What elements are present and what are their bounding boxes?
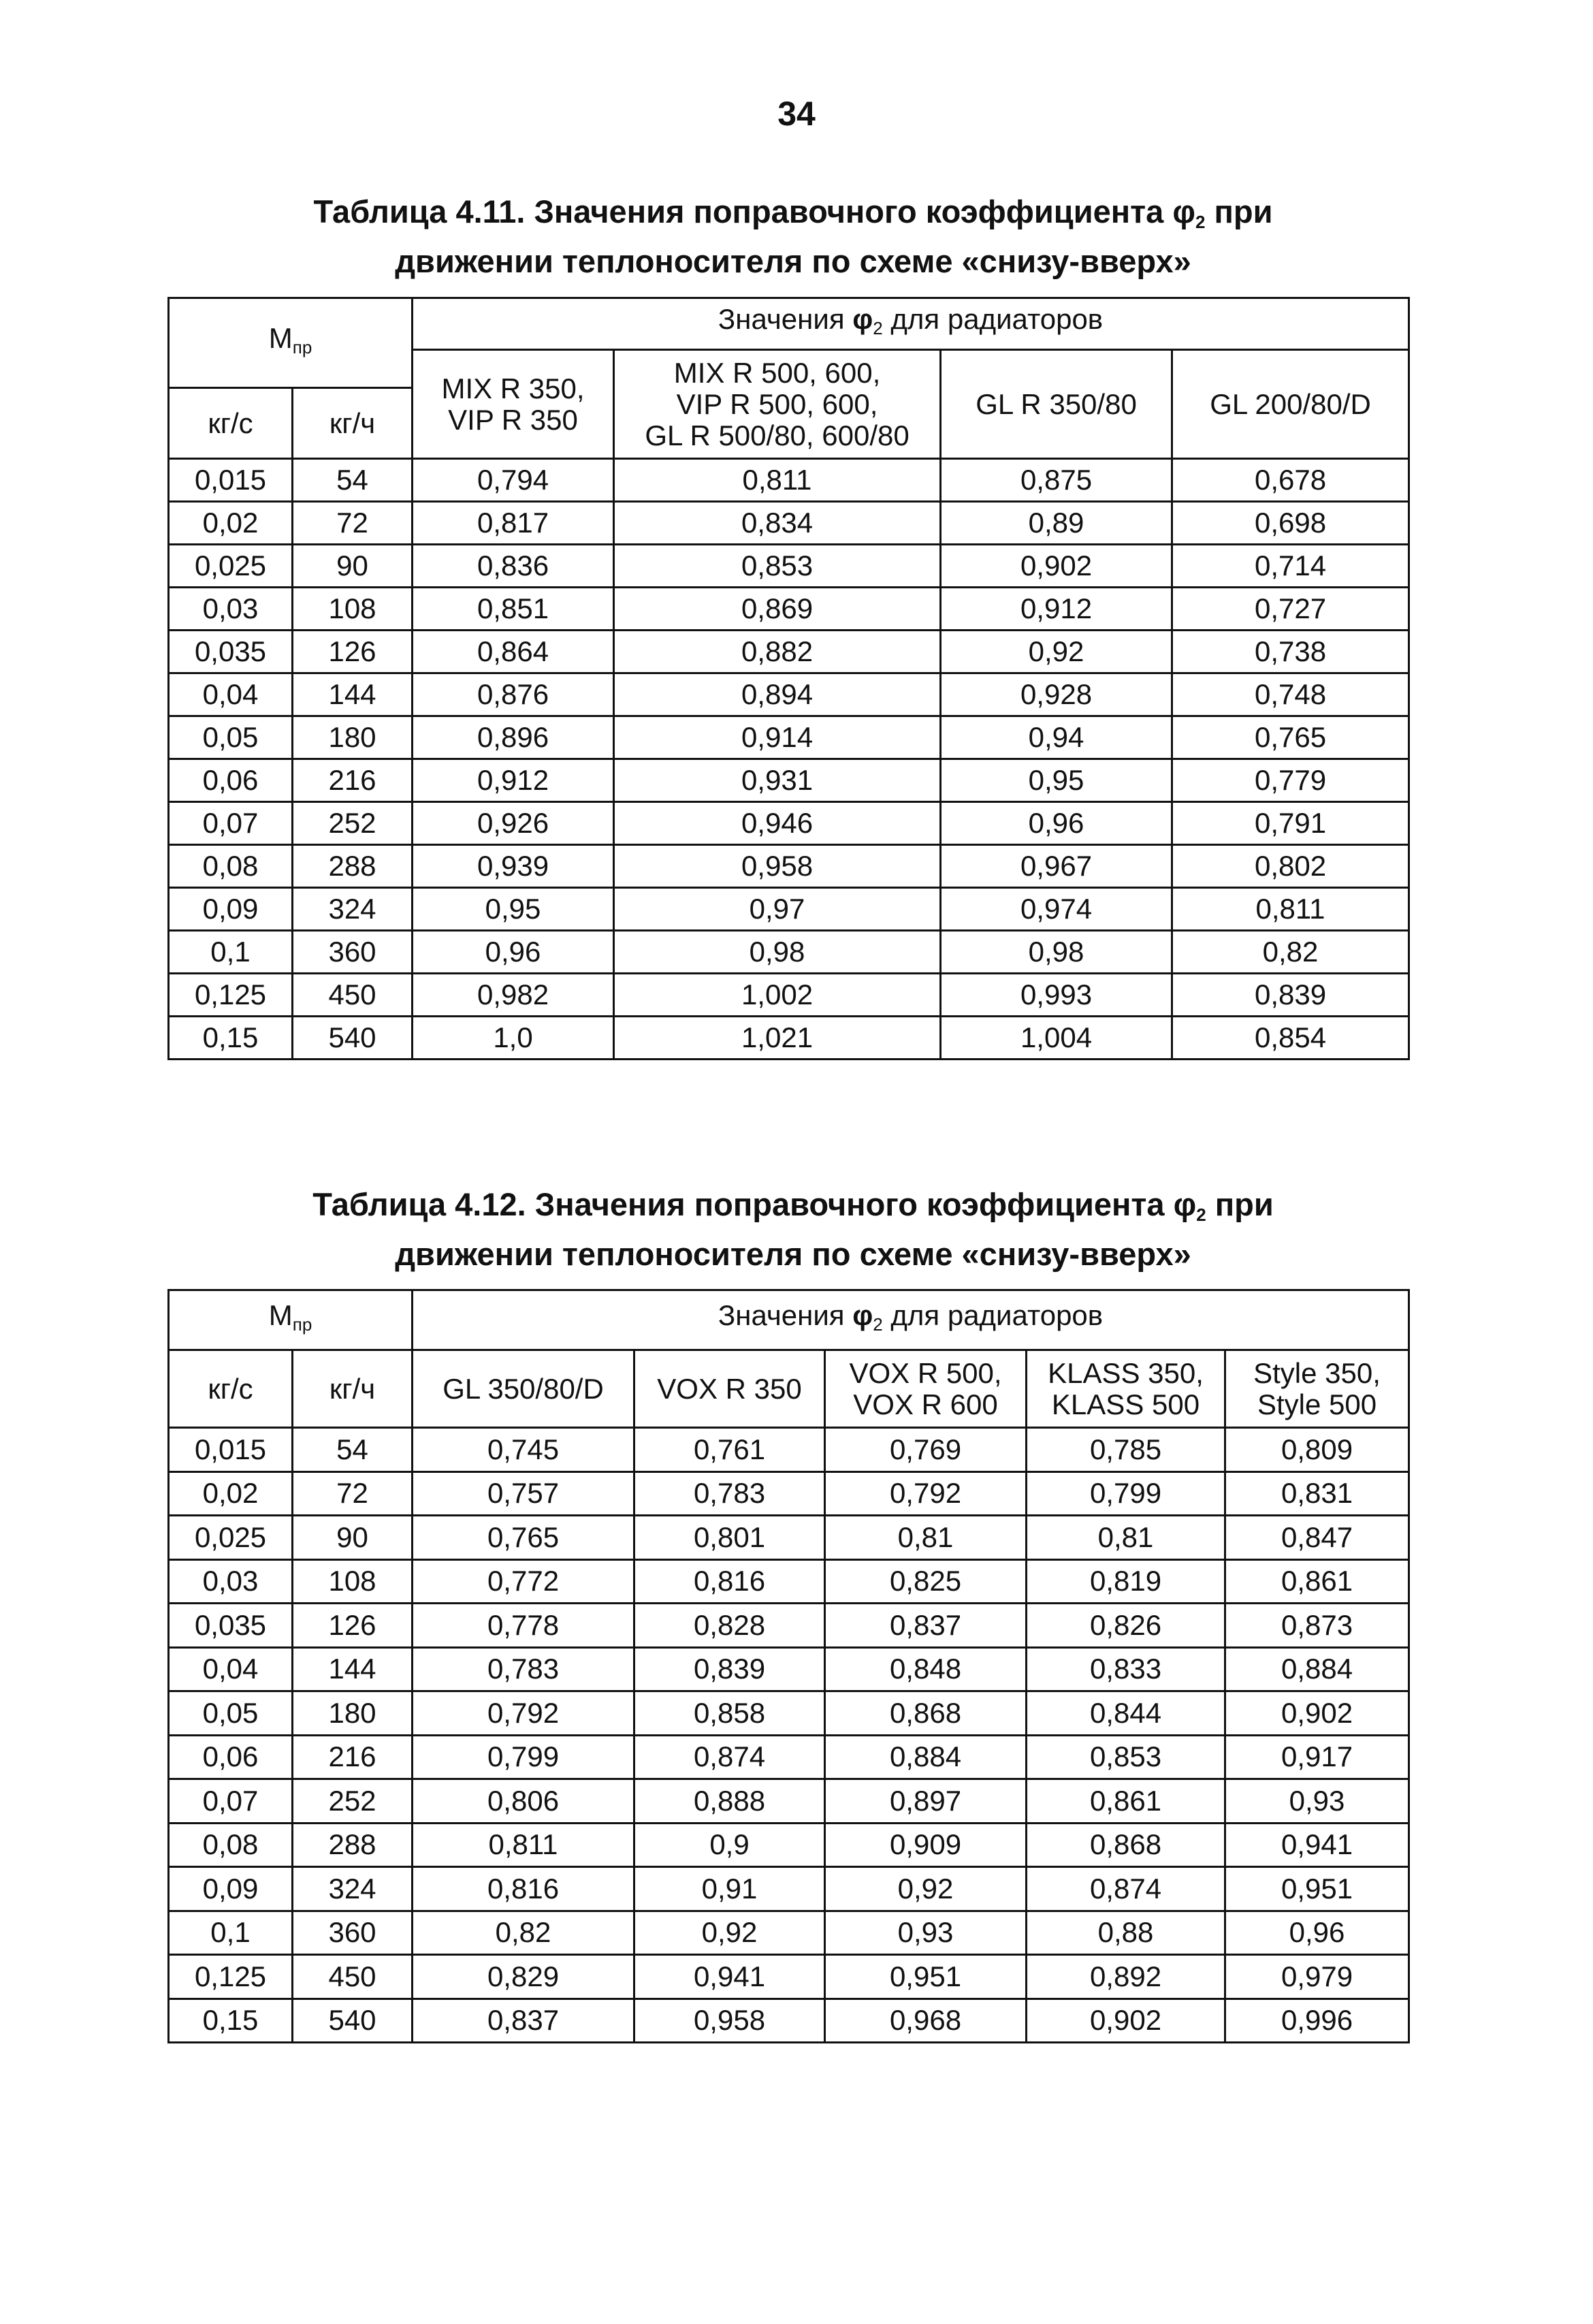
mass-flow-header: $M_{пр}$ (169, 1290, 413, 1350)
cell-value: 0,97 (614, 888, 941, 931)
table-row (169, 888, 1409, 931)
cell-value: 0,801 (634, 1516, 825, 1560)
cell-value: 0,802 (1172, 845, 1409, 888)
table1-caption (170, 192, 1416, 281)
table-row (169, 845, 1409, 888)
cell-kgh: 540 (293, 1999, 413, 2043)
cell-value: 0,811 (413, 1823, 634, 1867)
cell-value: 0,912 (413, 759, 614, 802)
cell-value: 0,698 (1172, 502, 1409, 545)
column-header: GL 350/80/D (413, 1350, 634, 1428)
cell-value: 0,93 (825, 1911, 1027, 1955)
cell-kgh: 216 (293, 1735, 413, 1779)
column-header: MIX R 500, 600, VIP R 500, 600, GL R 500/80, 600/80 (614, 350, 941, 459)
cell-kgh: 288 (293, 1823, 413, 1867)
cell-value: 0,828 (634, 1604, 825, 1648)
table-row (169, 1017, 1409, 1060)
cell-value: 0,869 (614, 588, 941, 631)
cell-value: 0,896 (413, 716, 614, 759)
cell-value: 0,96 (413, 931, 614, 974)
cell-kgh: 90 (293, 1516, 413, 1560)
cell-value: 0,833 (1027, 1647, 1225, 1691)
table-row (169, 459, 1409, 502)
cell-value: 0,783 (413, 1647, 634, 1691)
cell-value: 0,858 (634, 1691, 825, 1736)
cell-kgh: 216 (293, 759, 413, 802)
cell-kgh: 126 (293, 631, 413, 673)
cell-value: 0,9 (634, 1823, 825, 1867)
cell-value: 0,89 (941, 502, 1172, 545)
cell-value: 0,98 (614, 931, 941, 974)
table-row (169, 673, 1409, 716)
cell-kgh: 90 (293, 545, 413, 588)
cell-value: 0,816 (413, 1867, 634, 1911)
cell-value: 0,94 (941, 716, 1172, 759)
cell-value: 0,884 (825, 1735, 1027, 1779)
cell-value: 0,678 (1172, 459, 1409, 502)
table-row (169, 502, 1409, 545)
cell-value: 0,778 (413, 1604, 634, 1648)
cell-value: 0,92 (634, 1911, 825, 1955)
page-number: 34 (777, 95, 816, 133)
cell-value: 0,769 (825, 1428, 1027, 1472)
cell-value: 0,868 (825, 1691, 1027, 1736)
cell-value: 0,968 (825, 1999, 1027, 2043)
cell-value: 0,93 (1225, 1779, 1409, 1824)
cell-value: 0,874 (634, 1735, 825, 1779)
cell-value: 0,748 (1172, 673, 1409, 716)
cell-kgs: 0,09 (169, 1867, 293, 1911)
cell-value: 0,826 (1027, 1604, 1225, 1648)
cell-value: 0,95 (413, 888, 614, 931)
table-row (169, 802, 1409, 845)
cell-value: 0,897 (825, 1779, 1027, 1824)
cell-value: 0,82 (413, 1911, 634, 1955)
cell-kgs: 0,07 (169, 1779, 293, 1824)
cell-value: 0,958 (634, 1999, 825, 2043)
column-header: GL 200/80/D (1172, 350, 1409, 459)
cell-kgs: 0,04 (169, 1647, 293, 1691)
table-row (169, 1647, 1409, 1691)
table-row (169, 588, 1409, 631)
cell-value: 1,004 (941, 1017, 1172, 1060)
cell-value: 0,765 (1172, 716, 1409, 759)
cell-kgs: 0,08 (169, 1823, 293, 1867)
table1-caption-line2: движении теплоносителя по схеме «снизу-вверх» (395, 243, 1191, 279)
cell-value: 0,894 (614, 673, 941, 716)
cell-value: 0,931 (614, 759, 941, 802)
cell-kgs: 0,025 (169, 1516, 293, 1560)
cell-value: 0,873 (1225, 1604, 1409, 1648)
cell-kgs: 0,08 (169, 845, 293, 888)
unit-kgh-header: кг/ч (293, 1350, 413, 1428)
cell-value: 0,837 (825, 1604, 1027, 1648)
cell-value: 0,902 (941, 545, 1172, 588)
cell-kgh: 126 (293, 1604, 413, 1648)
cell-value: 0,851 (413, 588, 614, 631)
cell-kgh: 72 (293, 1471, 413, 1516)
table-row (169, 631, 1409, 673)
cell-value: 0,761 (634, 1428, 825, 1472)
cell-value: 0,96 (941, 802, 1172, 845)
table-row (169, 1867, 1409, 1911)
cell-kgs: 0,125 (169, 974, 293, 1017)
cell-value: 0,831 (1225, 1471, 1409, 1516)
cell-kgh: 288 (293, 845, 413, 888)
cell-kgh: 72 (293, 502, 413, 545)
cell-kgs: 0,125 (169, 1955, 293, 1999)
cell-value: 0,799 (413, 1735, 634, 1779)
cell-value: 0,974 (941, 888, 1172, 931)
cell-value: 0,909 (825, 1823, 1027, 1867)
cell-value: 0,914 (614, 716, 941, 759)
cell-value: 0,799 (1027, 1471, 1225, 1516)
cell-kgh: 360 (293, 931, 413, 974)
table-row (169, 1516, 1409, 1560)
cell-value: 0,876 (413, 673, 614, 716)
table1-caption-line1: Таблица 4.11. Значения поправочного коэффициента $\varphi_2$ при (313, 193, 1273, 232)
column-header: MIX R 350, VIP R 350 (413, 350, 614, 459)
cell-kgh: 324 (293, 1867, 413, 1911)
cell-value: 0,853 (614, 545, 941, 588)
cell-value: 0,757 (413, 1471, 634, 1516)
table-row (169, 759, 1409, 802)
table-row (169, 1428, 1409, 1472)
cell-value: 0,792 (413, 1691, 634, 1736)
cell-value: 0,88 (1027, 1911, 1225, 1955)
cell-value: 0,817 (413, 502, 614, 545)
cell-kgh: 108 (293, 1559, 413, 1604)
cell-kgh: 108 (293, 588, 413, 631)
cell-value: 0,847 (1225, 1516, 1409, 1560)
cell-kgh: 54 (293, 1428, 413, 1472)
table-row (169, 1999, 1409, 2043)
unit-kgs-header: кг/с (169, 1350, 293, 1428)
cell-value: 0,854 (1172, 1017, 1409, 1060)
cell-value: 0,967 (941, 845, 1172, 888)
unit-kgs-header: кг/с (169, 388, 293, 459)
column-header: KLASS 350, KLASS 500 (1027, 1350, 1225, 1428)
cell-kgh: 450 (293, 1955, 413, 1999)
cell-value: 0,928 (941, 673, 1172, 716)
cell-value: 0,792 (825, 1471, 1027, 1516)
cell-kgh: 144 (293, 1647, 413, 1691)
table-row (169, 1559, 1409, 1604)
column-header: VOX R 350 (634, 1350, 825, 1428)
cell-value: 1,0 (413, 1017, 614, 1060)
table2-caption-line2: движении теплоносителя по схеме «снизу-вверх» (395, 1236, 1191, 1272)
cell-value: 0,772 (413, 1559, 634, 1604)
cell-value: 0,785 (1027, 1428, 1225, 1472)
cell-kgh: 54 (293, 459, 413, 502)
cell-kgh: 540 (293, 1017, 413, 1060)
table-row (169, 1735, 1409, 1779)
cell-value: 0,941 (634, 1955, 825, 1999)
cell-kgh: 180 (293, 716, 413, 759)
cell-kgs: 0,04 (169, 673, 293, 716)
cell-value: 1,002 (614, 974, 941, 1017)
cell-kgh: 324 (293, 888, 413, 931)
cell-kgh: 180 (293, 1691, 413, 1736)
cell-value: 0,951 (825, 1955, 1027, 1999)
cell-kgs: 0,06 (169, 759, 293, 802)
cell-kgs: 0,035 (169, 1604, 293, 1648)
cell-value: 0,951 (1225, 1867, 1409, 1911)
cell-value: 0,853 (1027, 1735, 1225, 1779)
table-row (169, 1823, 1409, 1867)
cell-kgs: 0,05 (169, 1691, 293, 1736)
cell-value: 0,861 (1027, 1779, 1225, 1824)
cell-value: 0,868 (1027, 1823, 1225, 1867)
cell-value: 0,839 (634, 1647, 825, 1691)
cell-value: 0,95 (941, 759, 1172, 802)
cell-value: 1,021 (614, 1017, 941, 1060)
cell-value: 0,946 (614, 802, 941, 845)
cell-value: 0,825 (825, 1559, 1027, 1604)
cell-kgh: 252 (293, 1779, 413, 1824)
cell-value: 0,81 (825, 1516, 1027, 1560)
cell-value: 0,98 (941, 931, 1172, 974)
cell-value: 0,861 (1225, 1559, 1409, 1604)
cell-value: 0,882 (614, 631, 941, 673)
table-4-11 (167, 297, 1410, 1060)
values-group-header: Значения $\varphi_2$ для радиаторов (413, 298, 1409, 350)
table2-caption-line1: Таблица 4.12. Значения поправочного коэффициента $\varphi_2$ при (312, 1186, 1274, 1225)
cell-kgs: 0,015 (169, 459, 293, 502)
cell-value: 0,791 (1172, 802, 1409, 845)
values-group-header: Значения $\varphi_2$ для радиаторов (413, 1290, 1409, 1350)
cell-value: 0,993 (941, 974, 1172, 1017)
cell-value: 0,996 (1225, 1999, 1409, 2043)
cell-kgs: 0,06 (169, 1735, 293, 1779)
table-row (169, 1604, 1409, 1648)
table-row (169, 545, 1409, 588)
cell-value: 0,864 (413, 631, 614, 673)
cell-value: 0,939 (413, 845, 614, 888)
cell-kgh: 144 (293, 673, 413, 716)
column-header: GL R 350/80 (941, 350, 1172, 459)
cell-kgh: 360 (293, 1911, 413, 1955)
table-row (169, 1911, 1409, 1955)
cell-value: 0,836 (413, 545, 614, 588)
cell-value: 0,82 (1172, 931, 1409, 974)
cell-value: 0,779 (1172, 759, 1409, 802)
cell-kgs: 0,05 (169, 716, 293, 759)
cell-value: 0,92 (941, 631, 1172, 673)
column-header: Style 350, Style 500 (1225, 1350, 1409, 1428)
table-row (169, 716, 1409, 759)
cell-value: 0,819 (1027, 1559, 1225, 1604)
cell-value: 0,926 (413, 802, 614, 845)
cell-value: 0,902 (1225, 1691, 1409, 1736)
cell-value: 0,829 (413, 1955, 634, 1999)
cell-value: 0,958 (614, 845, 941, 888)
cell-value: 0,834 (614, 502, 941, 545)
cell-value: 0,837 (413, 1999, 634, 2043)
cell-kgs: 0,025 (169, 545, 293, 588)
cell-value: 0,783 (634, 1471, 825, 1516)
column-header: VOX R 500, VOX R 600 (825, 1350, 1027, 1428)
cell-kgh: 252 (293, 802, 413, 845)
cell-kgs: 0,15 (169, 1017, 293, 1060)
cell-kgs: 0,03 (169, 588, 293, 631)
cell-value: 0,96 (1225, 1911, 1409, 1955)
cell-value: 0,892 (1027, 1955, 1225, 1999)
table-row (169, 1691, 1409, 1736)
cell-kgs: 0,035 (169, 631, 293, 673)
cell-value: 0,844 (1027, 1691, 1225, 1736)
table-row (169, 1779, 1409, 1824)
cell-value: 0,738 (1172, 631, 1409, 673)
cell-value: 0,888 (634, 1779, 825, 1824)
cell-kgs: 0,09 (169, 888, 293, 931)
cell-kgs: 0,03 (169, 1559, 293, 1604)
cell-value: 0,714 (1172, 545, 1409, 588)
table-4-12 (167, 1289, 1410, 2043)
cell-kgs: 0,02 (169, 1471, 293, 1516)
table-row (169, 1471, 1409, 1516)
cell-kgs: 0,1 (169, 931, 293, 974)
cell-value: 0,884 (1225, 1647, 1409, 1691)
unit-kgh-header: кг/ч (293, 388, 413, 459)
cell-value: 0,902 (1027, 1999, 1225, 2043)
cell-kgs: 0,02 (169, 502, 293, 545)
table-row (169, 974, 1409, 1017)
cell-value: 0,875 (941, 459, 1172, 502)
cell-value: 0,765 (413, 1516, 634, 1560)
cell-value: 0,839 (1172, 974, 1409, 1017)
table2-caption (170, 1185, 1416, 1274)
cell-value: 0,811 (614, 459, 941, 502)
cell-kgs: 0,1 (169, 1911, 293, 1955)
cell-kgs: 0,015 (169, 1428, 293, 1472)
cell-value: 0,941 (1225, 1823, 1409, 1867)
cell-value: 0,92 (825, 1867, 1027, 1911)
cell-value: 0,727 (1172, 588, 1409, 631)
cell-value: 0,912 (941, 588, 1172, 631)
cell-value: 0,91 (634, 1867, 825, 1911)
mass-flow-header: $M_{пр}$ (169, 298, 413, 388)
table-row (169, 931, 1409, 974)
cell-value: 0,848 (825, 1647, 1027, 1691)
cell-value: 0,809 (1225, 1428, 1409, 1472)
cell-value: 0,794 (413, 459, 614, 502)
cell-value: 0,806 (413, 1779, 634, 1824)
cell-value: 0,811 (1172, 888, 1409, 931)
cell-value: 0,982 (413, 974, 614, 1017)
cell-value: 0,979 (1225, 1955, 1409, 1999)
cell-value: 0,874 (1027, 1867, 1225, 1911)
cell-kgs: 0,07 (169, 802, 293, 845)
cell-value: 0,81 (1027, 1516, 1225, 1560)
cell-kgs: 0,15 (169, 1999, 293, 2043)
cell-kgh: 450 (293, 974, 413, 1017)
table-row (169, 1955, 1409, 1999)
cell-value: 0,816 (634, 1559, 825, 1604)
cell-value: 0,745 (413, 1428, 634, 1472)
cell-value: 0,917 (1225, 1735, 1409, 1779)
